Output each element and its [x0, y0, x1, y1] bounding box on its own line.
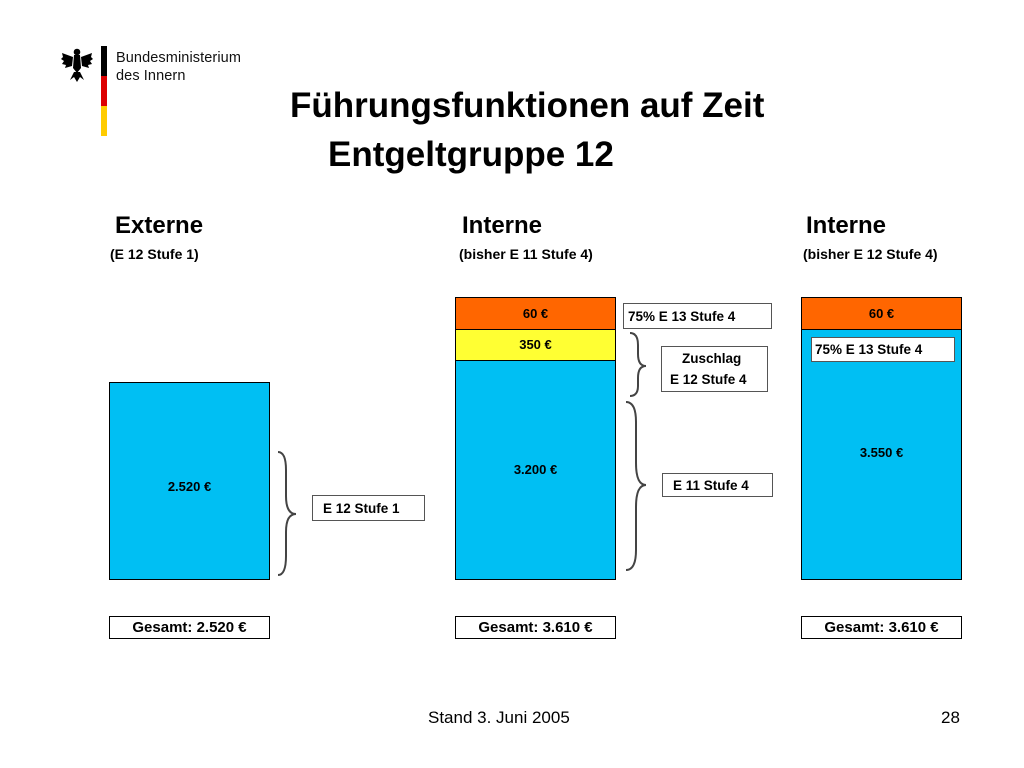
col1-subheading: (E 12 Stufe 1): [110, 246, 199, 262]
total-interne-e11-text: Gesamt: 3.610 €: [478, 619, 593, 636]
col2-heading: Interne: [462, 212, 543, 239]
col2-subheading: (bisher E 11 Stufe 4): [459, 246, 593, 262]
total-externe-text: Gesamt: 2.520 €: [132, 619, 247, 636]
label-e12-stufe1: [312, 495, 425, 521]
label-zuschlag-line2: E 12 Stufe 4: [670, 372, 747, 387]
ministry-name-line2: des Innern: [116, 68, 186, 84]
total-interne-e12: [801, 616, 962, 639]
label-e11-stufe4-text: E 11 Stufe 4: [673, 477, 749, 493]
brace-externe: [278, 452, 296, 575]
label-e12-stufe1-text: E 12 Stufe 1: [323, 500, 400, 516]
col3-subheading: (bisher E 12 Stufe 4): [803, 246, 938, 262]
label-pct-e13-col3: [811, 337, 955, 362]
bar-label-col3-2: 60 €: [868, 305, 895, 321]
label-pct-e13-col3-text: 75% E 13 Stufe 4: [815, 342, 923, 357]
bar-label-col2-3: 60 €: [522, 305, 549, 321]
total-interne-e11: [455, 616, 616, 639]
page-title-line2: Entgeltgruppe 12: [328, 135, 614, 174]
label-zuschlag-line1: Zuschlag: [682, 351, 742, 366]
label-pct-e13-col2: [623, 303, 772, 329]
label-zuschlag: [661, 346, 768, 392]
footer-date: Stand 3. Juni 2005: [428, 708, 570, 727]
page-number: 28: [941, 708, 960, 727]
total-externe: [109, 616, 270, 639]
bar-label-col1-1: 2.520 €: [167, 478, 212, 494]
ministry-name-line1: Bundesministerium: [116, 50, 241, 66]
col1-heading: Externe: [115, 212, 204, 239]
bar-label-col2-1: 3.200 €: [513, 462, 558, 477]
bar-label-col3-1: 3.550 €: [859, 444, 904, 460]
brace-e11: [626, 402, 646, 570]
label-e11-stufe4: [662, 473, 773, 497]
bar-label-col2-2: 350 €: [519, 336, 552, 352]
col3-heading: Interne: [806, 212, 887, 239]
page-title-line1: Führungsfunktionen auf Zeit: [290, 86, 765, 125]
brace-zuschlag: [630, 333, 646, 396]
label-pct-e13-col2-text: 75% E 13 Stufe 4: [628, 308, 736, 324]
total-interne-e12-text: Gesamt: 3.610 €: [824, 619, 939, 636]
